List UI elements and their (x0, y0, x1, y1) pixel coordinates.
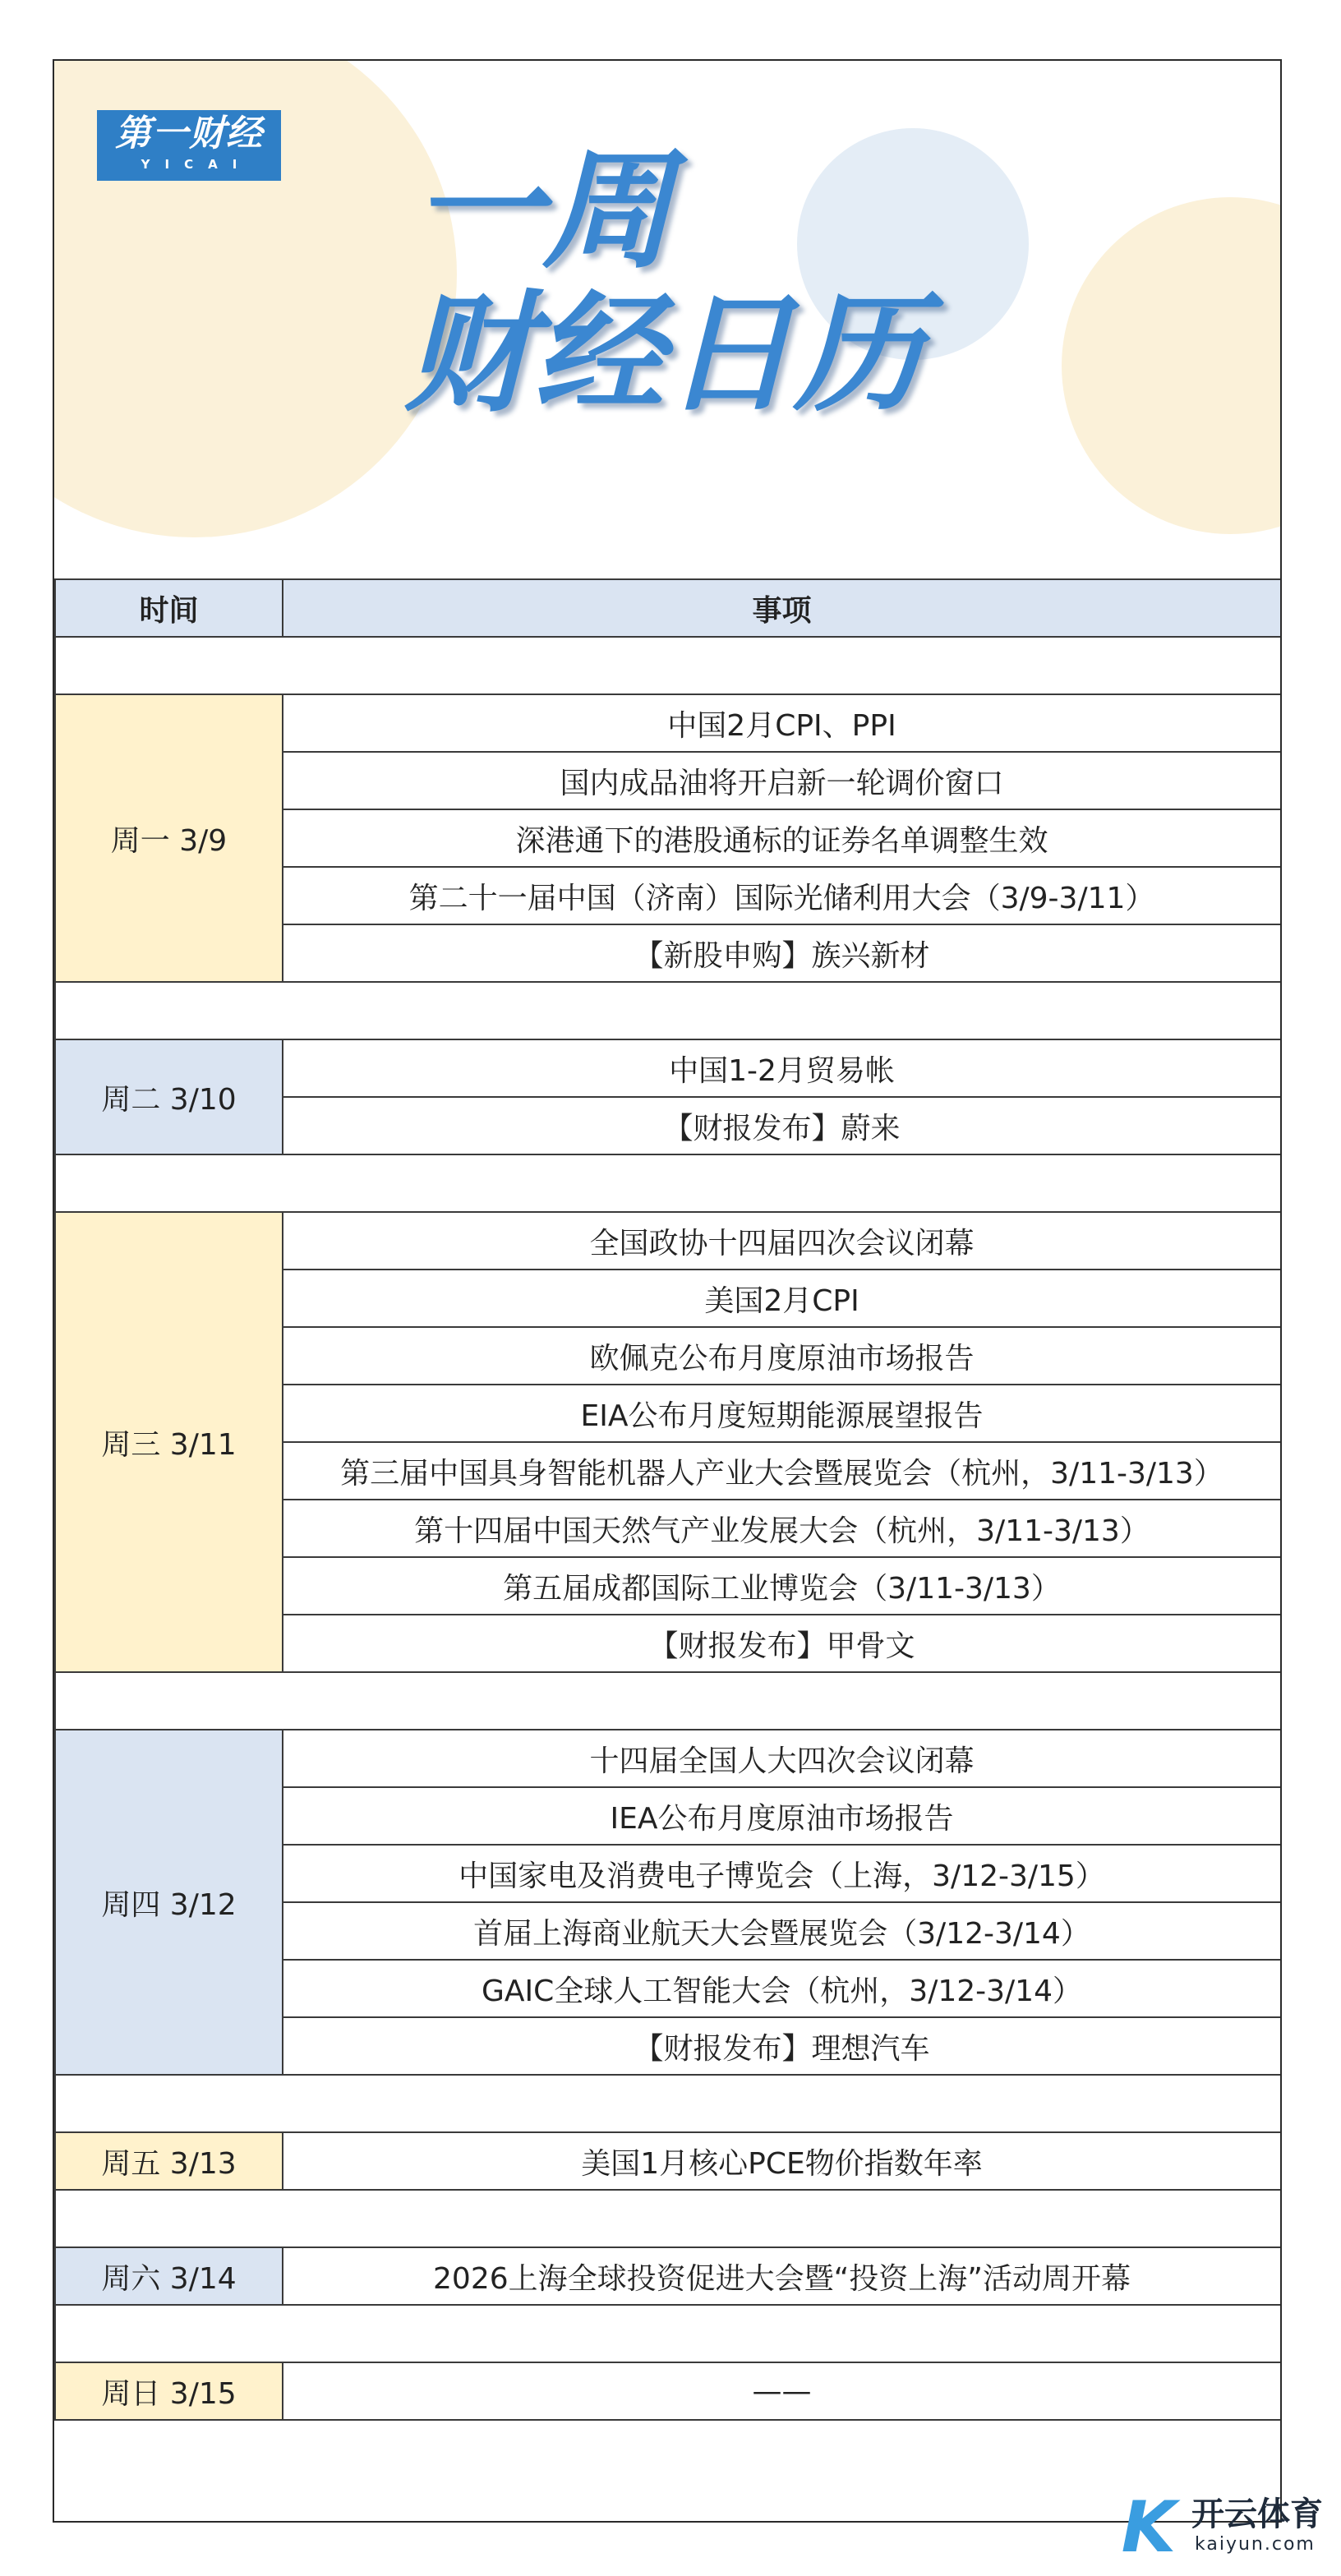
poster-header (54, 61, 1280, 578)
spacer-cell (55, 2075, 1281, 2132)
event-cell: 第二十一届中国（济南）国际光储利用大会（3/9-3/11） (283, 867, 1281, 924)
spacer-row (55, 637, 1281, 694)
day-cell: 周三 3/11 (55, 1212, 283, 1672)
event-cell: 【财报发布】理想汽车 (283, 2017, 1281, 2075)
day-cell: 周一 3/9 (55, 694, 283, 982)
event-cell: —— (283, 2362, 1281, 2420)
calendar-poster (53, 59, 1282, 2523)
header-item: 事项 (283, 579, 1281, 637)
title-line-2: 财经日历 (404, 279, 924, 430)
spacer-cell (55, 2190, 1281, 2247)
spacer-cell (55, 982, 1281, 1039)
event-cell: 中国家电及消费电子博览会（上海，3/12-3/15） (283, 1845, 1281, 1902)
table-row (55, 1212, 1281, 1270)
event-cell: 第三届中国具身智能机器人产业大会暨展览会（杭州，3/11-3/13） (283, 1442, 1281, 1500)
event-cell: EIA公布月度短期能源展望报告 (283, 1385, 1281, 1442)
table-row (55, 2247, 1281, 2305)
decor-circle-right (1062, 197, 1280, 534)
spacer-row (55, 2075, 1281, 2132)
table-row (55, 1730, 1281, 1787)
day-cell: 周二 3/10 (55, 1039, 283, 1154)
logo-en-text: YICAI (141, 157, 252, 172)
spacer-row (55, 1672, 1281, 1730)
event-cell: 深港通下的港股通标的证券名单调整生效 (283, 809, 1281, 867)
spacer-cell (55, 1154, 1281, 1212)
event-cell: 【财报发布】甲骨文 (283, 1615, 1281, 1672)
event-cell: 美国1月核心PCE物价指数年率 (283, 2132, 1281, 2190)
event-cell: 全国政协十四届四次会议闭幕 (283, 1212, 1281, 1270)
yicai-logo (97, 110, 281, 181)
event-cell: 第十四届中国天然气产业发展大会（杭州，3/11-3/13） (283, 1500, 1281, 1557)
watermark-cn: 开云体育 (1191, 2495, 1323, 2533)
table-row (55, 2362, 1281, 2420)
table-row (55, 694, 1281, 752)
event-cell: 2026上海全球投资促进大会暨“投资上海”活动周开幕 (283, 2247, 1281, 2305)
table-header-row (55, 579, 1281, 637)
table-row (55, 2132, 1281, 2190)
day-cell: 周四 3/12 (55, 1730, 283, 2075)
watermark (1109, 2488, 1341, 2570)
table-row (55, 1039, 1281, 1097)
calendar-table (54, 578, 1282, 2421)
spacer-row (55, 1154, 1281, 1212)
event-cell: 中国1-2月贸易帐 (283, 1039, 1281, 1097)
watermark-en: kaiyun.com (1195, 2534, 1316, 2555)
spacer-cell (55, 1672, 1281, 1730)
event-cell: 十四届全国人大四次会议闭幕 (283, 1730, 1281, 1787)
spacer-row (55, 2190, 1281, 2247)
event-cell: 中国2月CPI、PPI (283, 694, 1281, 752)
event-cell: 欧佩克公布月度原油市场报告 (283, 1327, 1281, 1385)
event-cell: 【新股申购】族兴新材 (283, 924, 1281, 982)
spacer-cell (55, 2305, 1281, 2362)
day-cell: 周日 3/15 (55, 2362, 283, 2420)
logo-cn-text: 第一财经 (115, 113, 263, 154)
event-cell: 【财报发布】蔚来 (283, 1097, 1281, 1154)
watermark-logo-icon: K (1121, 2486, 1177, 2569)
table-body (55, 637, 1281, 2420)
event-cell: 首届上海商业航天大会暨展览会（3/12-3/14） (283, 1902, 1281, 1960)
event-cell: 第五届成都国际工业博览会（3/11-3/13） (283, 1557, 1281, 1615)
header-time: 时间 (55, 579, 283, 637)
spacer-cell (55, 637, 1281, 694)
spacer-row (55, 982, 1281, 1039)
day-cell: 周五 3/13 (55, 2132, 283, 2190)
event-cell: GAIC全球人工智能大会（杭州，3/12-3/14） (283, 1960, 1281, 2017)
event-cell: IEA公布月度原油市场报告 (283, 1787, 1281, 1845)
event-cell: 美国2月CPI (283, 1270, 1281, 1327)
title-line-1: 一周 (412, 136, 672, 287)
day-cell: 周六 3/14 (55, 2247, 283, 2305)
event-cell: 国内成品油将开启新一轮调价窗口 (283, 752, 1281, 809)
spacer-row (55, 2305, 1281, 2362)
